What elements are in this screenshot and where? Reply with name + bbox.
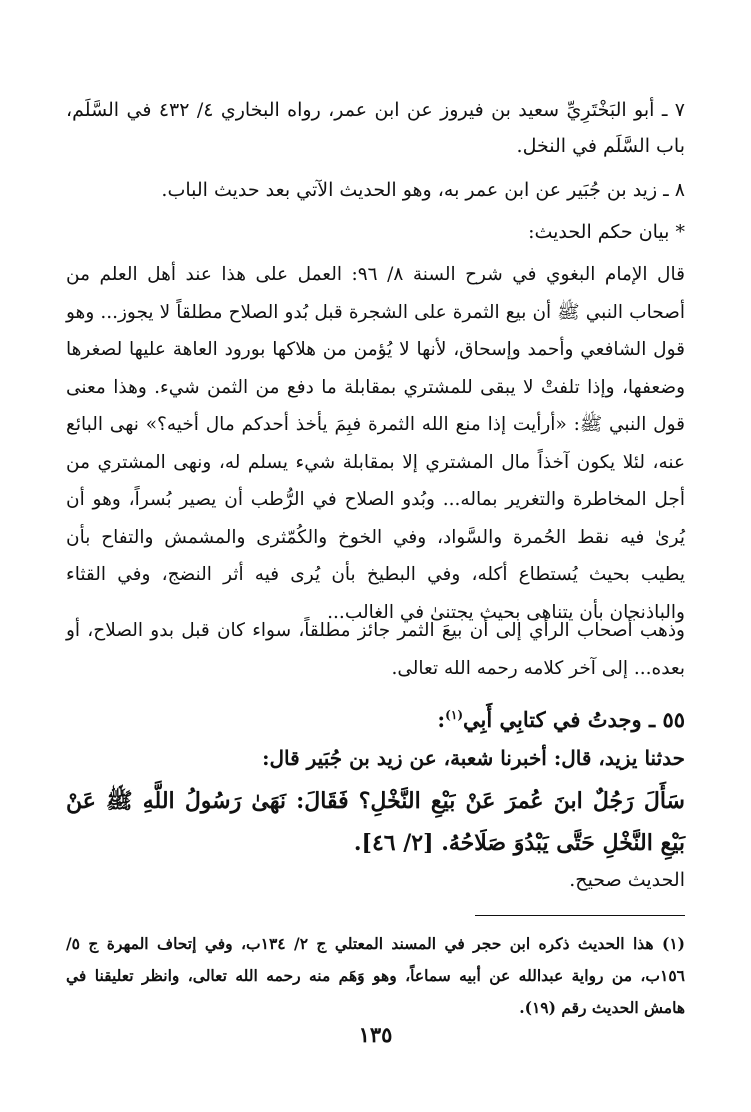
page-number: ١٣٥ (358, 1022, 393, 1047)
hadith-grade: الحديث صحيح. (569, 869, 685, 891)
footnote-reference: (١) (445, 708, 463, 722)
hadith-heading (66, 695, 685, 740)
narration-item-7: ٧ ـ أبو البَخْتَرِيِّ سعيد بن فيروز عن ابن عمر، رواه البخاري ٤/ ٤٣٢ في السَّلَم، باب السَّلَم في النخل. (66, 99, 685, 157)
hadith-matn: سَأَلَ رَجُلٌ ابنَ عُمرَ عَنْ بَيْعِ النَّخْلِ؟ فَقَالَ: نَهَىٰ رَسُولُ اللَّهِ ﷺ عَنْ بَيْعِ النَّخْلِ حَتَّى يَبْدُوَ صَلَاحُهُ. [٢/ ٤٦]. (66, 788, 685, 856)
hanafi-opinion-paragraph: وذهب أصحاب الرأي إلى أن بيعَ الثمر جائز مطلقاً، سواء كان قبل بدو الصلاح، أو بعده... إلى آخر كلامه رحمه الله تعالى. (66, 620, 685, 679)
hadith-heading-text: ٥٥ ـ وجدتُ في كتابِي أَبِي (463, 707, 685, 732)
hadith-isnad: حدثنا يزيد، قال: أخبرنا شعبة، عن زيد بن جُبَير قال: (262, 746, 685, 770)
narration-item-8: ٨ ـ زيد بن جُبَير عن ابن عمر به، وهو الحديث الآتي بعد حديث الباب. (161, 179, 685, 201)
footnote-divider (475, 915, 685, 916)
hadith-heading-colon: : (437, 707, 446, 732)
baghawi-quote: قال الإمام البغوي في شرح السنة ٨/ ٩٦: العمل على هذا عند أهل العلم من أصحاب النبي ﷺ أن بيع الثمرة على الشجرة قبل بُدو الصلاح مطلقاً لا يجوز... وهو قول الشافعي وأحمد وإسحاق، لأنها لا يُؤمن من هلاكها بورود العاهة عليها لصغرها وضعفها، وإذا تلفتْ لا يبقى للمشتري بمقابلة ما دفع من الثمن شيء. وهذا معنى قول النبي ﷺ: «أرأيت إذا منع الله الثمرة فبِمَ يأخذ أحدكم مال أخيه؟» نهى البائع عنه، لئلا يكون آخذاً مال المشتري إلا بمقابلة شيء يسلم له، ونهى المشتري من أجل المخاطرة والتغرير بماله... وبُدو الصلاح في الرُّطب أن يصير بُسراً، وهو أن يُرىٰ فيه نقط الحُمرة والسَّواد، وفي الخوخ والكُمّثرى والمشمش والتفاح بأن يطيب بحيث يُستطاع أكله، وفي البطيخ بأن يُرى فيه أثر النضج، وفي القثاء والباذنجان بأن يتناهى بحيث يجتنىٰ في الغالب... (66, 264, 685, 623)
footnote: (١) هذا الحديث ذكره ابن حجر في المسند المعتلي ج ٢/ ١٣٤ب، وفي إتحاف المهرة ج ٥/ ١٥٦ب، من رواية عبدالله عن أبيه سماعاً، وهو وَهَم منه رحمه الله تعالى، وانظر تعليقنا في هامش الحديث رقم (١٩). (66, 934, 685, 1017)
ruling-heading: * بيان حكم الحديث: (528, 221, 685, 243)
